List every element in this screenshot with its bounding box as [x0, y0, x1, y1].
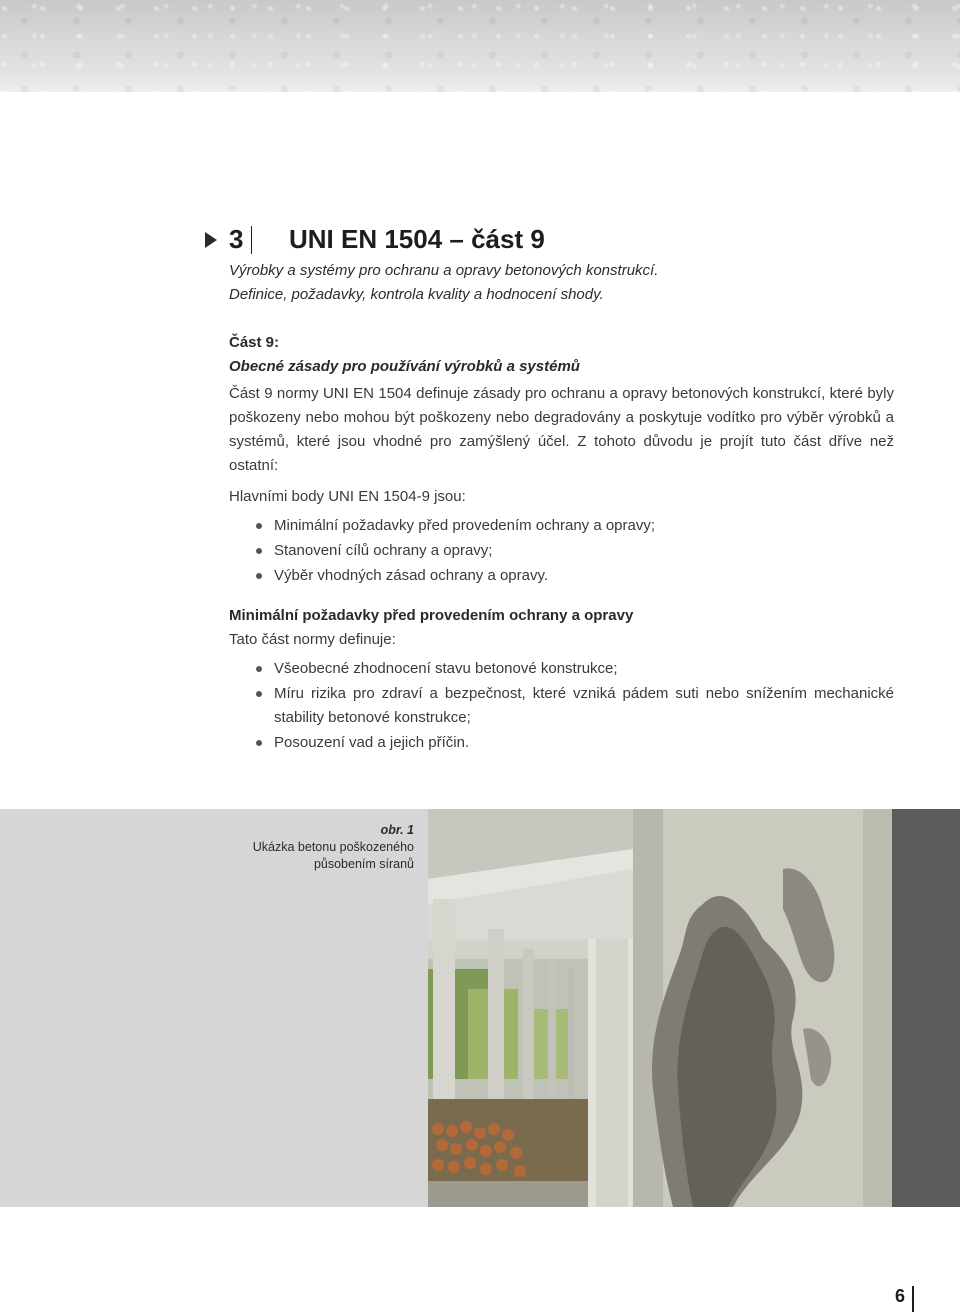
list-item-text: Minimální požadavky před provedením ochrany a opravy; — [274, 517, 656, 534]
bullet-icon — [256, 573, 262, 579]
bridge-underside-photo — [428, 809, 633, 1207]
section-subtitle — [229, 259, 894, 307]
part-heading-title: Obecné zásady pro používání výrobků a systémů — [229, 358, 580, 375]
figure-label: obr. 1 — [380, 823, 414, 837]
bullet-icon — [256, 523, 262, 529]
subtitle-line-2: Definice, požadavky, kontrola kvality a hodnocení shody. — [229, 286, 604, 303]
part-heading-label: Část 9: — [229, 334, 280, 351]
figure-caption — [200, 822, 414, 873]
requirements-list — [229, 657, 894, 756]
list-item-text: Stanovení cílů ochrany a opravy; — [274, 542, 493, 559]
list-item — [229, 564, 894, 588]
subtitle-line-1: Výrobky a systémy pro ochranu a opravy betonových konstrukcí. — [229, 262, 659, 279]
section-number: 3 — [229, 224, 244, 254]
list-item-text: Posouzení vad a jejich příčin. — [274, 734, 470, 751]
figure-side-block — [892, 809, 960, 1207]
page-number-divider — [912, 1286, 914, 1312]
bullet-icon — [256, 691, 262, 697]
page-number-area — [895, 1286, 905, 1312]
points-intro: Hlavními body UNI EN 1504-9 jsou: — [229, 488, 466, 505]
requirements-intro: Tato část normy definuje: — [229, 631, 396, 648]
figure-caption-text: Ukázka betonu poškozeného působením síranů — [252, 840, 414, 871]
section-title: UNI EN 1504 – část 9 — [289, 224, 545, 254]
requirements-heading: Minimální požadavky před provedením ochrany a opravy — [229, 607, 634, 624]
part-heading — [229, 331, 894, 379]
bullet-icon — [256, 666, 262, 672]
list-item — [229, 539, 894, 563]
section-number-divider — [251, 226, 252, 254]
list-item — [229, 731, 894, 755]
bullet-icon — [256, 740, 262, 746]
list-item — [229, 682, 894, 730]
arrow-right-icon — [205, 232, 217, 248]
page-number: 6 — [895, 1286, 906, 1306]
list-item-text: Výběr vhodných zásad ochrany a opravy. — [274, 567, 549, 584]
bridge-underside-illustration — [428, 809, 633, 1207]
list-item-text: Všeobecné zhodnocení stavu betonové konstrukce; — [274, 660, 618, 677]
part-intro-paragraph: Část 9 normy UNI EN 1504 definuje zásady pro ochranu a opravy betonových konstrukcí, které byly poškozeny nebo mohou být poškozeny nebo degradovány a poskytuje vodítko pro výběr výrobků a systémů, které jsou vhodné pro zamýšlený účel. Z tohoto důvodu je projít tuto část dříve než ostatní: — [229, 385, 894, 474]
damaged-concrete-photo — [633, 809, 892, 1207]
list-item — [229, 514, 894, 538]
header-texture-band — [0, 0, 960, 92]
damaged-concrete-illustration — [633, 809, 892, 1207]
section-heading — [205, 222, 805, 258]
list-item — [229, 657, 894, 681]
bullet-icon — [256, 548, 262, 554]
main-points-list — [229, 514, 894, 589]
list-item-text: Míru rizika pro zdraví a bezpečnost, které vzniká pádem suti nebo snížením mechanické stability betonové konstrukce; — [274, 685, 894, 726]
